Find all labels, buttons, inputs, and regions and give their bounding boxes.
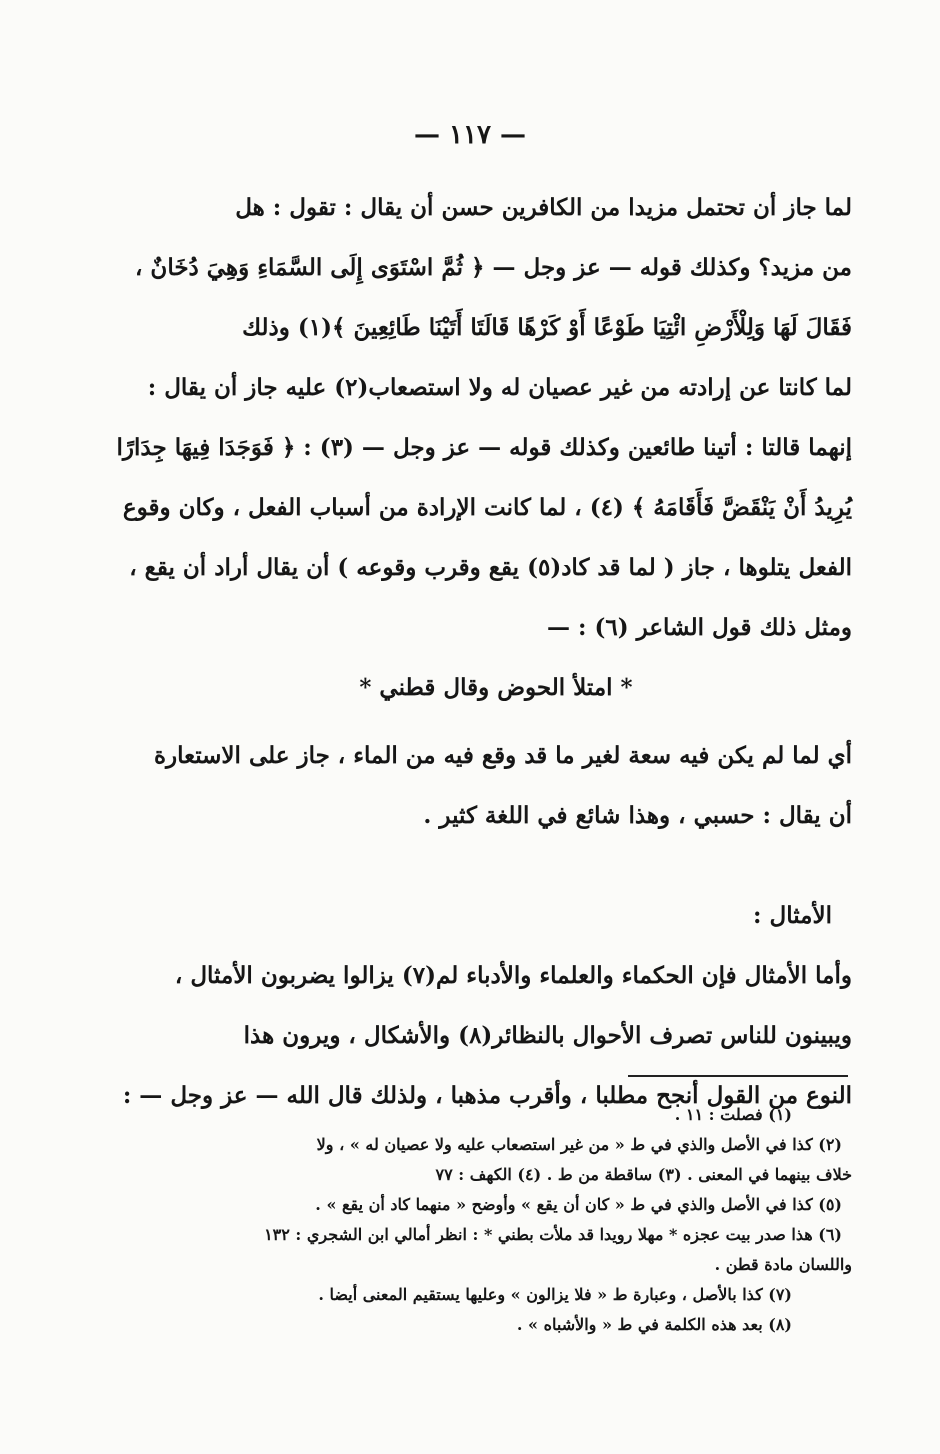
footnote: (٨) بعد هذه الكلمة في ط « والأشباه » .	[516, 1315, 792, 1334]
main-text	[116, 178, 852, 1126]
text-line: لما كانتا عن إرادته من غير عصيان له ولا استصعاب(٢) عليه جاز أن يقال :	[147, 374, 852, 401]
footnote: (٢) كذا في الأصل والذي في ط « من غير استصعاب عليه ولا عصيان له » ، ولا	[316, 1135, 842, 1154]
footnote: (١) فصلت : ١١ .	[674, 1105, 792, 1124]
text-line: يُرِيدُ أَنْ يَنْقَضَّ فَأَقَامَهُ ﴾ (٤) ، لما كانت الإرادة من أسباب الفعل ، وكان وقوع	[122, 494, 852, 521]
footnote: (٥) كذا في الأصل والذي في ط « كان أن يقع » وأوضح « منهما كاد أن يقع » .	[315, 1195, 842, 1214]
footnotes	[140, 1100, 852, 1340]
text-line: النوع من القول أنجح مطلبا ، وأقرب مذهبا ، ولذلك قال الله — عز وجل — :	[122, 1082, 852, 1109]
text-line: ويبينون للناس تصرف الأحوال بالنظائر(٨) والأشكال ، ويرون هذا	[243, 1022, 852, 1049]
footnote: واللسان مادة قطن .	[714, 1255, 852, 1274]
page-number: — ١١٧ —	[413, 120, 527, 150]
verse-line: * امتلأ الحوض وقال قطني *	[359, 674, 633, 701]
text-line: الفعل يتلوها ، جاز ( لما قد كاد(٥) يقع وقرب وقوعه ) أن يقال أراد أن يقع ،	[129, 554, 852, 581]
text-line: أن يقال : حسبي ، وهذا شائع في اللغة كثير .	[423, 802, 852, 829]
footnote-divider	[628, 1075, 848, 1077]
text-line: لما جاز أن تحتمل مزيدا من الكافرين حسن أن يقال : تقول : هل	[235, 194, 852, 221]
text-line: أي لما لم يكن فيه سعة لغير ما قد وقع فيه من الماء ، جاز على الاستعارة	[153, 742, 852, 769]
text-line: ومثل ذلك قول الشاعر (٦) : —	[546, 614, 852, 641]
text-line: إنهما قالتا : أتينا طائعين وكذلك قوله — عز وجل — (٣) : ﴿ فَوَجَدَا فِيهَا جِدَارًا	[116, 434, 852, 461]
footnote: (٦) هذا صدر بيت عجزه * مهلا رويدا قد ملأت بطني * : انظر أمالي ابن الشجري : ١٣٢	[264, 1225, 842, 1244]
footnote: خلاف بينهما في المعنى . (٣) ساقطة من ط . (٤) الكهف : ٧٧	[435, 1165, 852, 1184]
text-line: فَقَالَ لَهَا وَلِلْأَرْضِ ائْتِيَا طَوْعًا أَوْ كَرْهًا قَالَتَا أَتَيْنَا طَائِعِينَ ﴾(١) وذلك	[242, 314, 852, 341]
text-line: وأما الأمثال فإن الحكماء والعلماء والأدباء لم(٧) يزالوا يضربون الأمثال ،	[174, 962, 852, 989]
section-heading: الأمثال :	[753, 902, 832, 929]
text-line: من مزيد؟ وكذلك قوله — عز وجل — ﴿ ثُمَّ اسْتَوَى إِلَى السَّمَاءِ وَهِيَ دُخَانٌ ،	[135, 254, 852, 281]
footnote: (٧) كذا بالأصل ، وعبارة ط « فلا يزالون » وعليها يستقيم المعنى أيضا .	[318, 1285, 792, 1304]
